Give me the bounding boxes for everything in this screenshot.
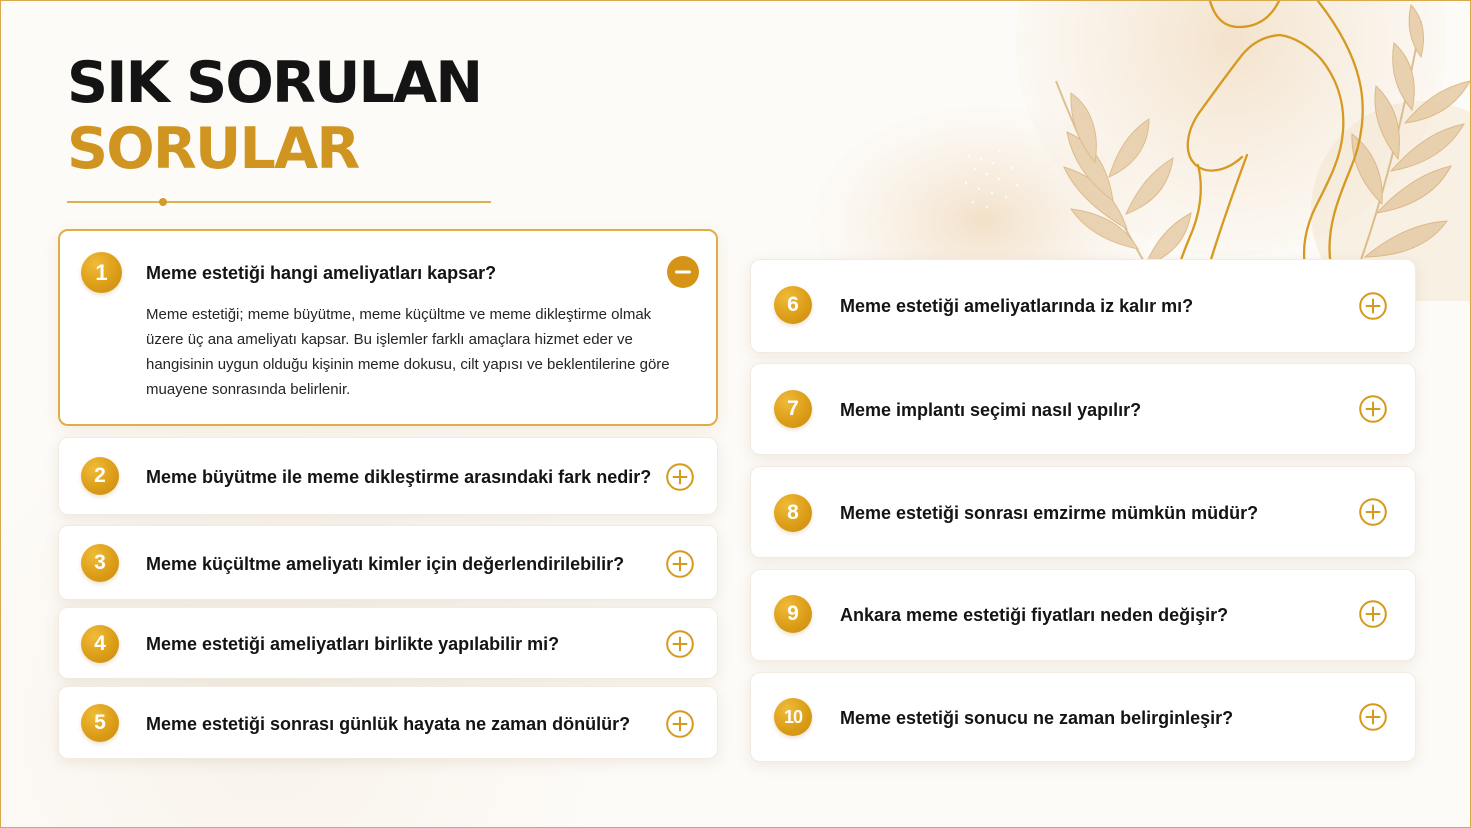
minus-circle-icon (666, 255, 700, 289)
plus-circle-icon (1359, 703, 1387, 731)
faq-item-10[interactable] (750, 672, 1416, 762)
faq-number-badge: 3 (81, 544, 119, 582)
plus-circle-icon (666, 710, 694, 738)
faq-number-badge: 10 (774, 698, 812, 736)
faq-question: Meme implantı seçimi nasıl yapılır? (840, 400, 1142, 420)
title-underline-dot (159, 198, 167, 206)
faq-question: Meme estetiği hangi ameliyatları kapsar? (146, 263, 497, 283)
page-title-line1: SIK SORULAN (67, 50, 482, 116)
woman-silhouette-illustration (731, 1, 1471, 301)
expand-button[interactable] (1359, 703, 1387, 731)
expand-button[interactable] (1359, 395, 1387, 423)
faq-answer: Meme estetiği; meme büyütme, meme küçültme ve meme dikleştirme olmak üzere üç ana ameliyatı kapsar. Bu işlemler farklı amaçlara hizmet eder ve hangisinin uygun olduğu kişinin meme dokusu, cilt yapısı ve beklentilerine göre muayene sonrasında belirlenir. (146, 306, 670, 398)
faq-item-9[interactable] (750, 569, 1416, 661)
title-block (67, 50, 547, 182)
page-title-line2: SORULAR (67, 116, 359, 182)
expand-button[interactable] (1359, 600, 1387, 628)
expand-button[interactable] (666, 630, 694, 658)
faq-number-badge: 6 (774, 286, 812, 324)
plus-circle-icon (1359, 292, 1387, 320)
faq-question: Meme estetiği ameliyatlarında iz kalır mı? (840, 296, 1194, 316)
faq-question: Meme estetiği sonucu ne zaman belirginleşir? (840, 708, 1234, 728)
faq-item-7[interactable] (750, 363, 1416, 455)
faq-number-badge: 4 (81, 625, 119, 663)
faq-question: Meme estetiği sonrası emzirme mümkün müdür? (840, 503, 1259, 523)
plus-circle-icon (1359, 498, 1387, 526)
faq-number-badge: 5 (81, 704, 119, 742)
faq-item-8[interactable] (750, 466, 1416, 558)
faq-item-3[interactable] (58, 525, 718, 600)
plus-circle-icon (1359, 600, 1387, 628)
faq-item-6[interactable] (750, 259, 1416, 353)
faq-question: Ankara meme estetiği fiyatları neden değişir? (840, 605, 1229, 625)
expand-button[interactable] (666, 463, 694, 491)
faq-question: Meme küçültme ameliyatı kimler için değerlendirilebilir? (146, 554, 625, 574)
faq-question: Meme büyütme ile meme dikleştirme arasındaki fark nedir? (146, 467, 652, 487)
faq-item-1[interactable] (58, 229, 718, 426)
faq-number-badge: 8 (774, 494, 812, 532)
title-underline (67, 201, 491, 203)
faq-item-5[interactable] (58, 686, 718, 759)
expand-button[interactable] (666, 550, 694, 578)
expand-button[interactable] (1359, 292, 1387, 320)
faq-item-2[interactable] (58, 437, 718, 515)
plus-circle-icon (666, 630, 694, 658)
expand-button[interactable] (666, 710, 694, 738)
faq-number-badge: 1 (81, 252, 122, 293)
faq-item-4[interactable] (58, 607, 718, 679)
plus-circle-icon (1359, 395, 1387, 423)
plus-circle-icon (666, 463, 694, 491)
faq-number-badge: 7 (774, 390, 812, 428)
faq-number-badge: 2 (81, 457, 119, 495)
faq-question: Meme estetiği sonrası günlük hayata ne zaman dönülür? (146, 714, 631, 734)
collapse-button[interactable] (666, 255, 700, 289)
faq-number-badge: 9 (774, 595, 812, 633)
expand-button[interactable] (1359, 498, 1387, 526)
plus-circle-icon (666, 550, 694, 578)
faq-question: Meme estetiği ameliyatları birlikte yapılabilir mi? (146, 634, 560, 654)
